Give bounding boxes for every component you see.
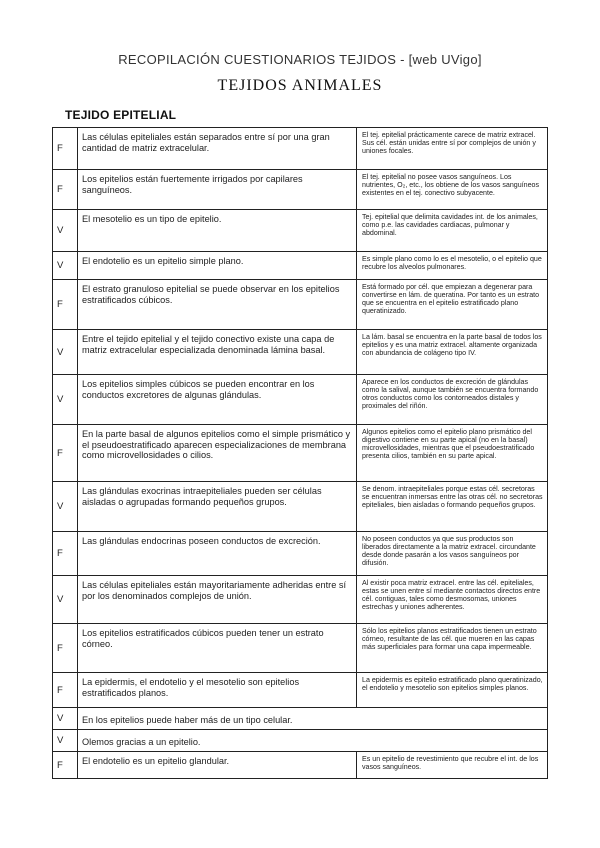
explanation-cell: Al existir poca matriz extracel. entre las cél. epiteliales, estas se unen entre sí mediante contactos directos entre cél. contiguas, tales como desmosomas, uniones estrechas y uniones adherentes. (357, 576, 548, 624)
table-row (53, 752, 548, 779)
statement-cell: Entre el tejido epitelial y el tejido conectivo existe una capa de matriz extracelular especializada denominada lámina basal. (78, 330, 357, 375)
answer-cell: F (53, 425, 78, 482)
answer-cell: V (53, 730, 78, 752)
table-row (53, 252, 548, 280)
answer-cell: F (53, 170, 78, 210)
answer-cell: V (53, 210, 78, 252)
table-row (53, 425, 548, 482)
statement-cell: Las glándulas exocrinas intraepiteliales pueden ser células aisladas o agrupadas formando pequeños grupos. (78, 482, 357, 532)
statement-cell: El endotelio es un epitelio simple plano. (78, 252, 357, 280)
answer-cell: F (53, 673, 78, 708)
statement-cell: Los epitelios están fuertemente irrigados por capilares sanguíneos. (78, 170, 357, 210)
explanation-cell: Tej. epitelial que delimita cavidades int. de los animales, como p.e. las cavidades cardiacas, pulmonar y abdominal. (357, 210, 548, 252)
explanation-cell: La epidermis es epitelio estratificado plano queratinizado, el endotelio y mesotelio son epitelios simples planos. (357, 673, 548, 708)
answer-cell: F (53, 624, 78, 673)
statement-cell: En la parte basal de algunos epitelios como el simple prismático y el pseudoestratificado aparecen especializaciones de membrana como microvellosidades o cilios. (78, 425, 357, 482)
section-heading: TEJIDO EPITELIAL (65, 108, 177, 122)
answer-cell: V (53, 708, 78, 730)
statement-cell: Las células epiteliales están separados entre sí por una gran cantidad de matriz extracelular. (78, 128, 357, 170)
statement-cell: La epidermis, el endotelio y el mesotelio son epitelios estratificados planos. (78, 673, 357, 708)
answer-cell: F (53, 280, 78, 330)
statement-cell: El endotelio es un epitelio glandular. (78, 752, 357, 779)
explanation-cell: Algunos epitelios como el epitelio plano prismático del digestivo contiene en su parte apical (no en la basal) microvellosidades, mientras que el pseudoestratificado presenta cilios, también en su parte apical. (357, 425, 548, 482)
answer-cell: F (53, 752, 78, 779)
answer-cell: F (53, 532, 78, 576)
explanation-cell: Es simple plano como lo es el mesotelio, o el epitelio que recubre los alveolos pulmonares. (357, 252, 548, 280)
quiz-table (52, 127, 548, 779)
table-row (53, 532, 548, 576)
document-title: TEJIDOS ANIMALES (217, 77, 383, 94)
table-row (53, 210, 548, 252)
statement-cell: Los epitelios estratificados cúbicos pueden tener un estrato córneo. (78, 624, 357, 673)
explanation-cell: Es un epitelio de revestimiento que recubre el int. de los vasos sanguíneos. (357, 752, 548, 779)
table-row (53, 624, 548, 673)
statement-cell: El estrato granuloso epitelial se puede observar en los epitelios estratificados cúbicos. (78, 280, 357, 330)
explanation-cell: No poseen conductos ya que sus productos son liberados directamente a la matriz extracel. circundante desde donde pasarán a los vasos sanguíneos por difusión. (357, 532, 548, 576)
answer-cell: V (53, 330, 78, 375)
statement-cell: Olemos gracias a un epitelio. (78, 730, 548, 752)
table-row (53, 576, 548, 624)
table-row (53, 375, 548, 425)
document-header: RECOPILACIÓN CUESTIONARIOS TEJIDOS - [web UVigo] (118, 52, 482, 67)
statement-cell: Las células epiteliales están mayoritariamente adheridas entre sí por los denominados complejos de unión. (78, 576, 357, 624)
answer-cell: V (53, 252, 78, 280)
explanation-cell: Está formado por cél. que empiezan a degenerar para convertirse en lám. de queratina. Por tanto es un estrato que se encuentra en el epitelio estratificado plano queratinizado. (357, 280, 548, 330)
table-row (53, 128, 548, 170)
explanation-cell: El tej. epitelial prácticamente carece de matriz extracel. Sus cél. están unidas entre sí por complejos de unión y uniones focales. (357, 128, 548, 170)
explanation-cell: Sólo los epitelios planos estratificados tienen un estrato córneo, resultante de las cél. que mueren en las capas más superficiales para formar una capa impermeable. (357, 624, 548, 673)
table-row (53, 673, 548, 708)
table-row (53, 170, 548, 210)
explanation-cell: La lám. basal se encuentra en la parte basal de todos los epitelios y es una matriz extracel. altamente organizada con abundancia de colágeno tipo IV. (357, 330, 548, 375)
answer-cell: V (53, 482, 78, 532)
answer-cell: V (53, 576, 78, 624)
explanation-cell: Aparece en los conductos de excreción de glándulas como la salival, aunque también se encuentra formando otros conductos como los contorneados distales y proximales del riñón. (357, 375, 548, 425)
table-row (53, 708, 548, 730)
answer-cell: F (53, 128, 78, 170)
explanation-cell: El tej. epitelial no posee vasos sanguíneos. Los nutrientes, O₂, etc., los obtiene de los vasos sanguíneos existentes en el tej. conectivo subyacente. (357, 170, 548, 210)
explanation-cell: Se denom. intraepiteliales porque estas cél. secretoras se encuentran inmersas entre las otras cél. no secretoras epiteliales, bien aisladas o formando pequeños grupos. (357, 482, 548, 532)
table-row (53, 482, 548, 532)
statement-cell: Los epitelios simples cúbicos se pueden encontrar en los conductos excretores de algunas glándulas. (78, 375, 357, 425)
table-row (53, 280, 548, 330)
table-row (53, 730, 548, 752)
statement-cell: El mesotelio es un tipo de epitelio. (78, 210, 357, 252)
answer-cell: V (53, 375, 78, 425)
statement-cell: En los epitelios puede haber más de un tipo celular. (78, 708, 548, 730)
statement-cell: Las glándulas endocrinas poseen conductos de excreción. (78, 532, 357, 576)
table-row (53, 330, 548, 375)
